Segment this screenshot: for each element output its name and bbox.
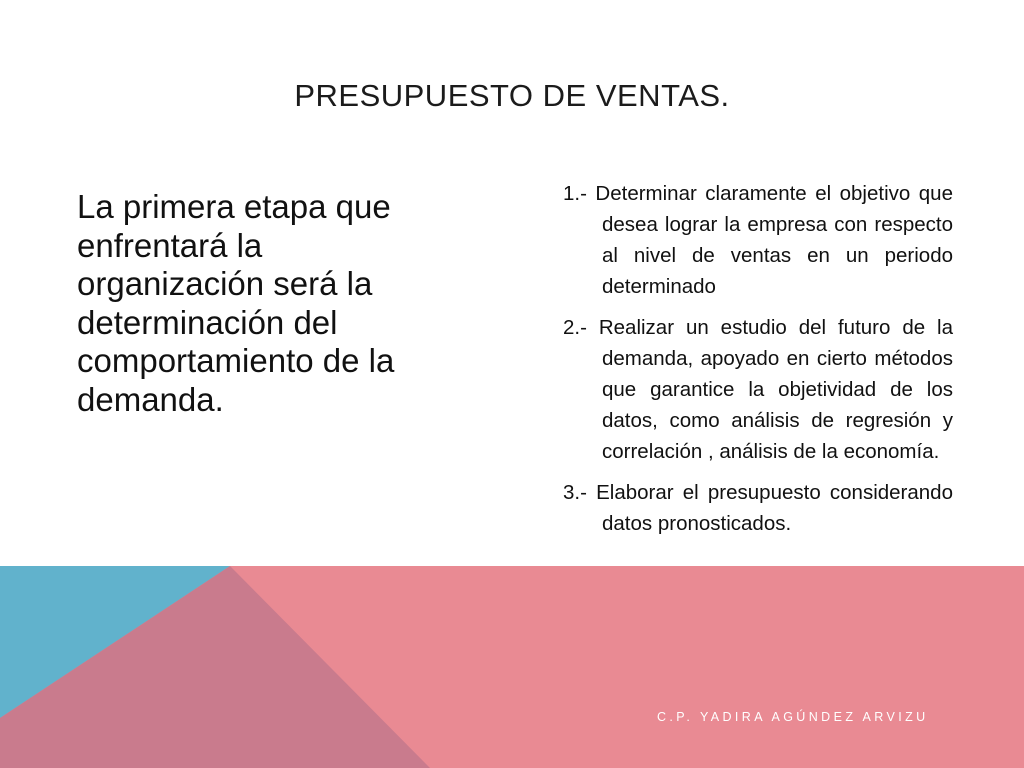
page-title: PRESUPUESTO DE VENTAS. [294,78,730,113]
step-item-3: 3.- Elaborar el presupuesto considerando datos pronosticados. [563,481,953,535]
steps-list [563,178,953,549]
intro-text: La primera etapa que enfrentará la organización será la determinación del comportamiento de la demanda. [77,188,395,418]
footer-author: C.P. YADIRA AGÚNDEZ ARVIZU [657,710,929,724]
step-item-1: 1.- Determinar claramente el objetivo que desea lograr la empresa con respecto al nivel de ventas en un periodo determinado [563,182,953,298]
step-item-2: 2.- Realizar un estudio del futuro de la demanda, apoyado en cierto métodos que garantice la objetividad de los datos, como análisis de regresión y correlación , análisis de la economía. [563,316,953,463]
